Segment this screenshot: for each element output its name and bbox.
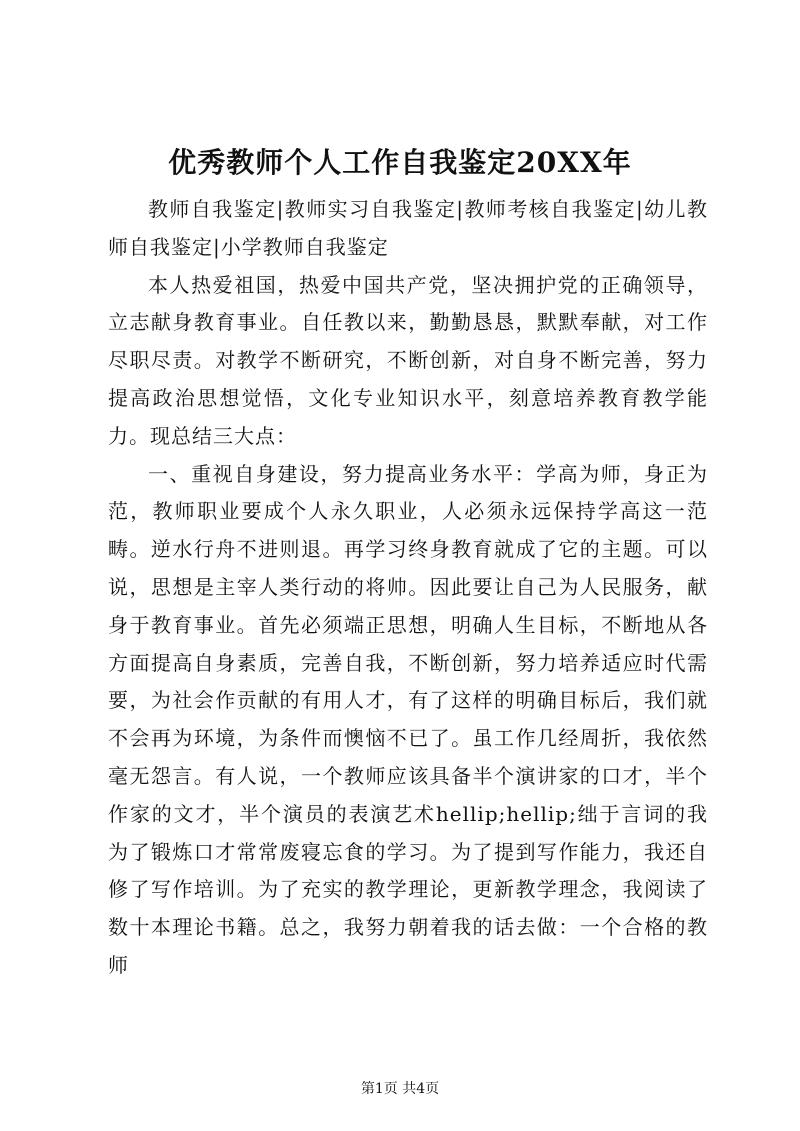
- document-title: 优秀教师个人工作自我鉴定20XX年: [168, 146, 632, 179]
- section-one-paragraph: 一、重视自身建设，努力提高业务水平：学高为师，身正为范，教师职业要成个人永久职业，人必须永远保持学高这一范畴。逆水行舟不进则退。再学习终身教育就成了它的主题。可以说，思想是主宰人类行动的将帅。因此要让自己为人民服务，献身于教育事业。首先必须端正思想，明确人生目标，不断地从各方面提高自身素质，完善自我，不断创新，努力培养适应时代需要，为社会作贡献的有用人才，有了这样的明确目标后，我们就不会再为环境，为条件而懊恼不已了。虽工作几经周折，我依然毫无怨言。有人说，一个教师应该具备半个演讲家的口才，半个作家的文才，半个演员的表演艺术hellip;hellip;绌于言词的我为了锻炼口才常常废寝忘食的学习。为了提到写作能力，我还自修了写作培训。为了充实的教学理论，更新教学理念，我阅读了数十本理论书籍。总之，我努力朝着我的话去做：一个合格的教师: [108, 461, 708, 977]
- intro-paragraph: 本人热爱祖国，热爱中国共产党，坚决拥护党的正确领导，立志献身教育事业。自任教以来，勤勤恳恳，默默奉献，对工作尽职尽责。对教学不断研究，不断创新，对自身不断完善，努力提高政治思想觉悟，文化专业知识水平，刻意培养教育教学能力。现总结三大点：: [108, 272, 708, 448]
- document-body: [108, 191, 708, 985]
- page-number: 第1页 共4页: [360, 1081, 440, 1097]
- related-links-paragraph: 教师自我鉴定|教师实习自我鉴定|教师考核自我鉴定|幼儿教师自我鉴定|小学教师自我鉴定: [108, 197, 708, 259]
